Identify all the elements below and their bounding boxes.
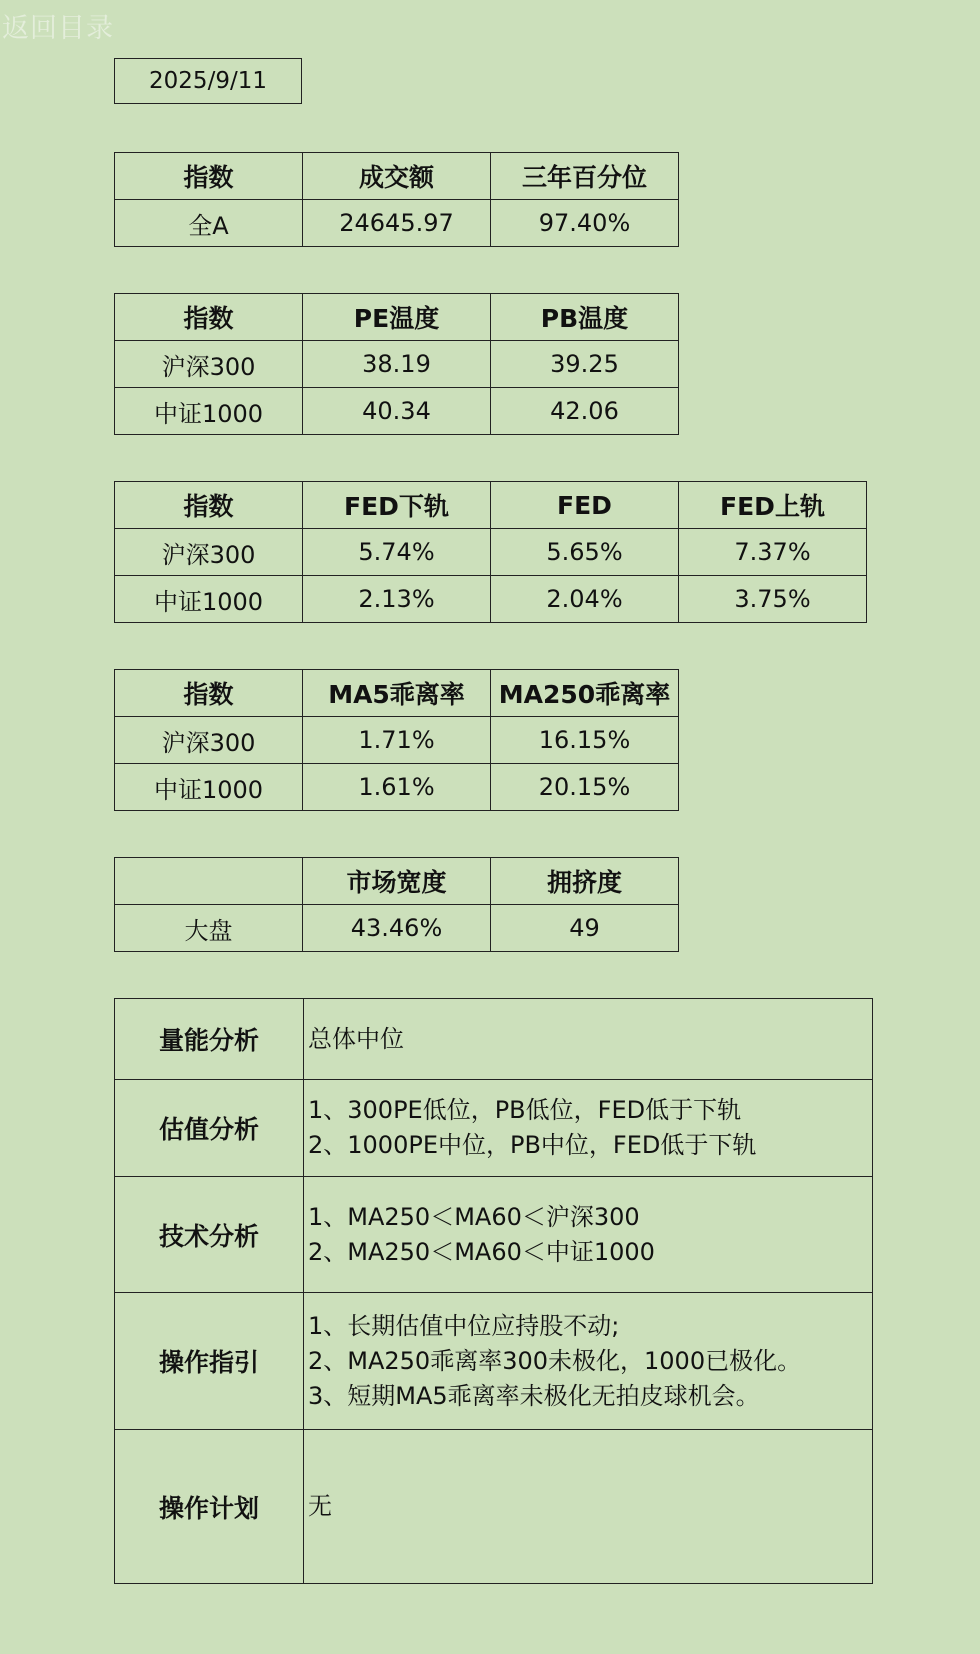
column-header: FED — [491, 482, 679, 529]
analysis-row-technical — [115, 1177, 873, 1293]
deviation-table — [114, 669, 679, 811]
analysis-line: 总体中位 — [308, 1024, 404, 1053]
table-row — [115, 200, 679, 247]
table-header-row — [115, 858, 679, 905]
column-header: 三年百分位 — [491, 153, 679, 200]
table-cell: 5.65% — [491, 529, 679, 576]
table-cell: 1.61% — [303, 764, 491, 811]
column-header: 指数 — [115, 294, 303, 341]
table-cell: 24645.97 — [303, 200, 491, 247]
fed-table — [114, 481, 867, 623]
column-header: PE温度 — [303, 294, 491, 341]
table-cell: 40.34 — [303, 388, 491, 435]
column-header: 指数 — [115, 482, 303, 529]
table-row — [115, 905, 679, 952]
column-header: PB温度 — [491, 294, 679, 341]
back-to-contents-link[interactable]: 返回目录 — [2, 13, 114, 44]
column-header: MA250乖离率 — [491, 670, 679, 717]
date-label: 2025/9/11 — [114, 58, 302, 104]
table-cell: 16.15% — [491, 717, 679, 764]
analysis-content — [304, 1293, 873, 1430]
analysis-content — [304, 1080, 873, 1177]
analysis-line: 1、300PE低位，PB低位，FED低于下轨 — [308, 1096, 742, 1124]
analysis-row-plan — [115, 1430, 873, 1584]
table-cell: 中证1000 — [115, 764, 303, 811]
analysis-content — [304, 1177, 873, 1293]
table-cell: 沪深300 — [115, 529, 303, 576]
column-header: MA5乖离率 — [303, 670, 491, 717]
analysis-label: 技术分析 — [115, 1177, 304, 1293]
table-cell: 42.06 — [491, 388, 679, 435]
analysis-row-valuation — [115, 1080, 873, 1177]
column-header: FED上轨 — [679, 482, 867, 529]
turnover-table — [114, 152, 679, 247]
analysis-content — [304, 999, 873, 1080]
valuation-table — [114, 293, 679, 435]
analysis-row-guidance — [115, 1293, 873, 1430]
column-header — [115, 858, 303, 905]
table-cell: 97.40% — [491, 200, 679, 247]
breadth-table — [114, 857, 679, 952]
analysis-table — [114, 998, 873, 1584]
table-row — [115, 341, 679, 388]
analysis-line: 2、MA250乖离率300未极化，1000已极化。 — [308, 1346, 802, 1375]
analysis-label: 量能分析 — [115, 999, 304, 1080]
column-header: 指数 — [115, 670, 303, 717]
table-cell: 49 — [491, 905, 679, 952]
table-row — [115, 717, 679, 764]
table-cell: 38.19 — [303, 341, 491, 388]
table-cell: 7.37% — [679, 529, 867, 576]
column-header: 拥挤度 — [491, 858, 679, 905]
table-header-row — [115, 670, 679, 717]
table-cell: 中证1000 — [115, 576, 303, 623]
table-cell: 2.04% — [491, 576, 679, 623]
analysis-line: 2、1000PE中位，PB中位，FED低于下轨 — [308, 1131, 757, 1159]
table-cell: 39.25 — [491, 341, 679, 388]
table-row — [115, 388, 679, 435]
table-cell: 大盘 — [115, 905, 303, 952]
analysis-line: 3、短期MA5乖离率未极化无拍皮球机会。 — [308, 1381, 760, 1410]
table-cell: 3.75% — [679, 576, 867, 623]
table-cell: 43.46% — [303, 905, 491, 952]
analysis-label: 估值分析 — [115, 1080, 304, 1177]
table-row — [115, 576, 867, 623]
table-header-row — [115, 482, 867, 529]
table-cell: 沪深300 — [115, 717, 303, 764]
analysis-line: 1、长期估值中位应持股不动; — [308, 1311, 620, 1340]
table-row — [115, 529, 867, 576]
column-header: 市场宽度 — [303, 858, 491, 905]
analysis-line: 无 — [308, 1492, 332, 1520]
table-cell: 20.15% — [491, 764, 679, 811]
table-cell: 1.71% — [303, 717, 491, 764]
analysis-content — [304, 1430, 873, 1584]
analysis-label: 操作计划 — [115, 1430, 304, 1584]
analysis-label: 操作指引 — [115, 1293, 304, 1430]
table-cell: 5.74% — [303, 529, 491, 576]
table-cell: 沪深300 — [115, 341, 303, 388]
analysis-row-volume — [115, 999, 873, 1080]
analysis-line: 2、MA250＜MA60＜中证1000 — [308, 1237, 655, 1266]
column-header: 成交额 — [303, 153, 491, 200]
table-header-row — [115, 153, 679, 200]
table-row — [115, 764, 679, 811]
table-cell: 全A — [115, 200, 303, 247]
table-cell: 2.13% — [303, 576, 491, 623]
table-cell: 中证1000 — [115, 388, 303, 435]
column-header: FED下轨 — [303, 482, 491, 529]
analysis-line: 1、MA250＜MA60＜沪深300 — [308, 1202, 640, 1231]
table-header-row — [115, 294, 679, 341]
column-header: 指数 — [115, 153, 303, 200]
